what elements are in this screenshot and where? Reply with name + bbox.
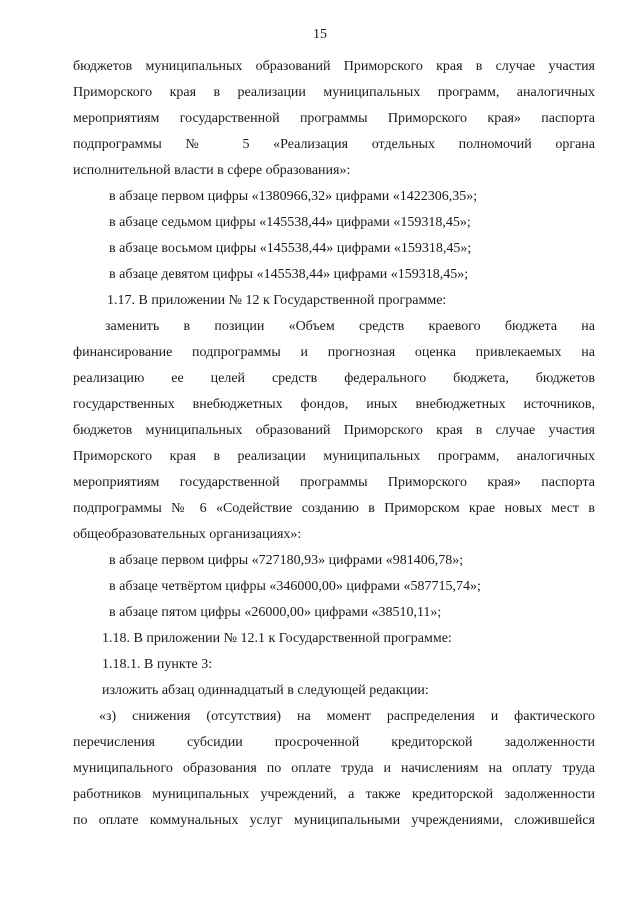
- page-number: 15: [313, 27, 327, 42]
- text-line: Приморского края в реализации муниципальных программ, аналогичных: [73, 85, 595, 100]
- text-line: бюджетов муниципальных образований Приморского края в случае участия: [73, 423, 595, 438]
- text-line: по оплате коммунальных услуг муниципальными учреждениями, сложившейся: [73, 813, 595, 828]
- document-body: [73, 54, 595, 834]
- text-line: в абзаце седьмом цифры «145538,44» цифрами «159318,45»;: [109, 215, 471, 230]
- text-line: исполнительной власти в сфере образования»:: [73, 163, 351, 178]
- text-line: в абзаце первом цифры «1380966,32» цифрами «1422306,35»;: [109, 189, 478, 204]
- text-line: бюджетов муниципальных образований Приморского края в случае участия: [73, 59, 595, 74]
- text-line: в абзаце четвёртом цифры «346000,00» цифрами «587715,74»;: [109, 579, 481, 594]
- section-heading: 1.17. В приложении № 12 к Государственной программе:: [107, 293, 447, 308]
- text-line: подпрограммы № 5 «Реализация отдельных полномочий органа: [73, 137, 595, 152]
- text-line: мероприятиям государственной программы Приморского края» паспорта: [73, 475, 595, 490]
- text-line: финансирование подпрограммы и прогнозная оценка привлекаемых на: [73, 345, 595, 360]
- text-line: в абзаце первом цифры «727180,93» цифрами «981406,78»;: [109, 553, 464, 568]
- text-line: мероприятиям государственной программы Приморского края» паспорта: [73, 111, 595, 126]
- text-line: реализацию ее целей средств федерального бюджета, бюджетов: [73, 371, 595, 386]
- text-line: муниципального образования по оплате труда и начислениям на оплату труда: [73, 761, 595, 776]
- text-line: Приморского края в реализации муниципальных программ, аналогичных: [73, 449, 595, 464]
- text-line: подпрограммы № 6 «Содействие созданию в Приморском крае новых мест в: [73, 501, 595, 516]
- text-line: в абзаце пятом цифры «26000,00» цифрами «38510,11»;: [109, 605, 442, 620]
- text-line: изложить абзац одиннадцатый в следующей редакции:: [102, 683, 429, 698]
- text-line: государственных внебюджетных фондов, иных внебюджетных источников,: [73, 397, 595, 412]
- text-line: работников муниципальных учреждений, а также кредиторской задолженности: [73, 787, 595, 802]
- text-line: в абзаце девятом цифры «145538,44» цифрами «159318,45»;: [109, 267, 469, 282]
- text-line: перечисления субсидии просроченной кредиторской задолженности: [73, 735, 595, 750]
- text-line: «з) снижения (отсутствия) на момент распределения и фактического: [99, 709, 595, 724]
- text-line: общеобразовательных организациях»:: [73, 527, 302, 542]
- text-line: заменить в позиции «Объем средств краевого бюджета на: [105, 319, 595, 334]
- section-heading: 1.18. В приложении № 12.1 к Государственной программе:: [102, 631, 452, 646]
- text-line: в абзаце восьмом цифры «145538,44» цифрами «159318,45»;: [109, 241, 472, 256]
- section-heading: 1.18.1. В пункте 3:: [102, 657, 213, 672]
